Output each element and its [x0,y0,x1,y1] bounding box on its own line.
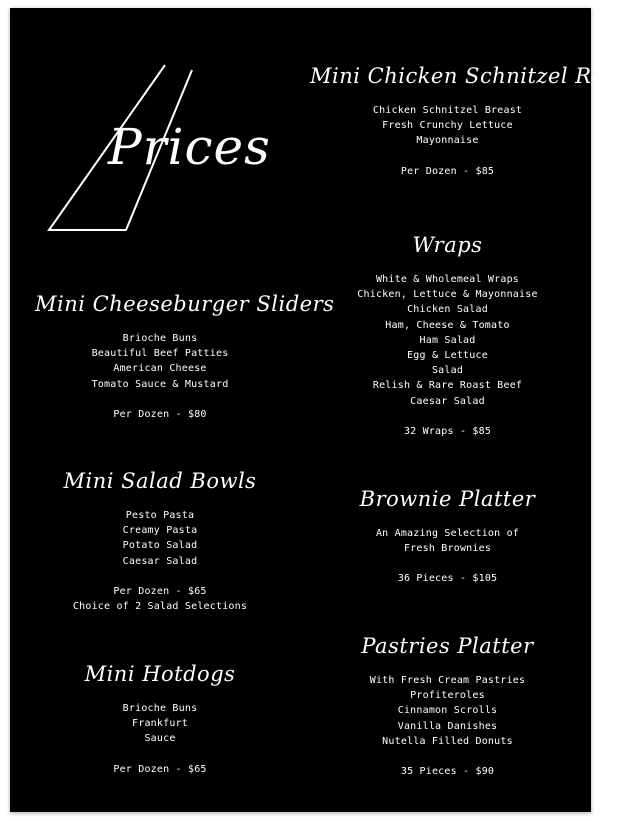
list-item: Salad [431,365,464,377]
list-item: White & Wholemeal Wraps [375,274,520,285]
section-wraps [310,232,585,439]
list-item: Pesto Pasta [125,510,195,521]
list-item: Creamy Pasta [122,525,198,537]
price-text: Per Dozen - $65 [113,763,207,775]
section-heading: Mini Chicken Schnitzel Rolls [310,64,630,88]
section-cheeseburger-sliders [35,291,335,422]
list-item: Nutella Filled Donuts [382,735,513,747]
price-menu-page [10,8,630,812]
list-item: Relish & Rare Roast Beef [372,380,523,392]
section-hotdogs [35,661,285,777]
item-list [310,526,585,556]
section-schnitzel-rolls [310,63,630,179]
item-list [310,103,585,149]
list-item: Vanilla Danishes [397,720,498,732]
section-heading: Pastries Platter [361,634,534,658]
list-item: Tomato Sauce & Mustard [91,378,229,390]
price-text: 32 Wraps - $85 [403,425,492,437]
list-item: Caesar Salad [122,555,198,567]
list-item: Fresh Crunchy Lettuce [382,120,513,132]
prices-logo [46,58,276,233]
item-list [35,331,285,392]
page-title: Prices [108,118,271,176]
list-item: Frankfurt [132,718,188,730]
list-item: Fresh Brownies [403,543,492,555]
section-brownie-platter [310,486,585,587]
list-item: Caesar Salad [410,395,485,407]
price-text: 36 Pieces - $105 [397,573,498,585]
list-item: Chicken, Lettuce & Mayonnaise [357,289,538,301]
list-item: Brioche Buns [122,333,198,344]
list-item: Potato Salad [122,540,198,552]
list-item: Mayonnaise [416,135,479,147]
price-text: Per Dozen - $80 [113,408,207,420]
list-item: With Fresh Cream Pastries [369,675,526,686]
item-list [35,701,285,747]
list-item: Chicken Schnitzel Breast [372,105,523,116]
section-salad-bowls [35,468,285,614]
list-item: Beautiful Beef Patties [91,348,229,360]
salad-note: Choice of 2 Salad Selections [72,601,248,613]
list-item: Egg & Lettuce [407,350,488,362]
section-pastries-platter [310,633,585,779]
section-heading: Mini Cheeseburger Sliders [35,292,335,316]
section-heading: Mini Salad Bowls [63,469,257,493]
list-item: American Cheese [113,363,207,375]
list-item: Sauce [144,733,176,745]
list-item: Profiteroles [410,690,485,702]
section-heading: Wraps [412,233,483,257]
item-list [35,508,285,569]
price-text: 35 Pieces - $90 [400,766,495,778]
price-text: Per Dozen - $85 [400,165,495,177]
list-item: Brioche Buns [122,703,198,714]
list-item: Chicken Salad [407,304,488,316]
list-item: Cinnamon Scrolls [397,705,498,717]
item-list [310,673,585,749]
section-heading: Brownie Platter [359,487,536,511]
list-item: Ham, Cheese & Tomato [385,319,510,331]
price-text: Per Dozen - $65 [113,585,207,597]
list-item: Ham Salad [419,334,476,346]
list-item: An Amazing Selection of [375,528,520,539]
section-heading: Mini Hotdogs [84,662,236,686]
item-list [310,272,585,409]
